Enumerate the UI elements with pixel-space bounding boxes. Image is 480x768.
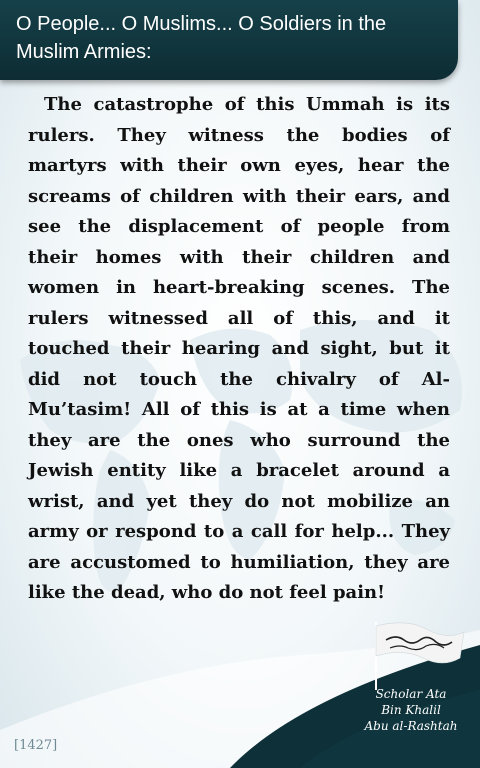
author-signature xyxy=(352,686,470,734)
author-line: Bin Khalil xyxy=(381,703,441,717)
flag-emblem-icon xyxy=(368,618,468,690)
header-title: O People... O Muslims... O Soldiers in the Muslim Armies: xyxy=(16,13,387,63)
author-line: Scholar Ata xyxy=(375,687,447,701)
reference-number: [1427] xyxy=(14,738,58,753)
header-banner xyxy=(0,0,458,80)
quote-paragraph: The catastrophe of this Ummah is its rulers. They witness the bodies of martyrs with their own eyes, hear the screams of children with their ears, and see the displacement of people from their homes with their children and women in heart-breaking scenes. The rulers witnessed all of this, and it touched their hearing and sight, but it did not touch the chivalry of Al-Mu’tasim! All of this is at a time when they are the ones who surround the Jewish entity like a bracelet around a wrist, and yet they do not mobilize an army or respond to a call for help... They are accustomed to humiliation, they are like the dead, who do not feel pain! xyxy=(28,94,450,603)
author-line: Abu al-Rashtah xyxy=(364,719,458,733)
